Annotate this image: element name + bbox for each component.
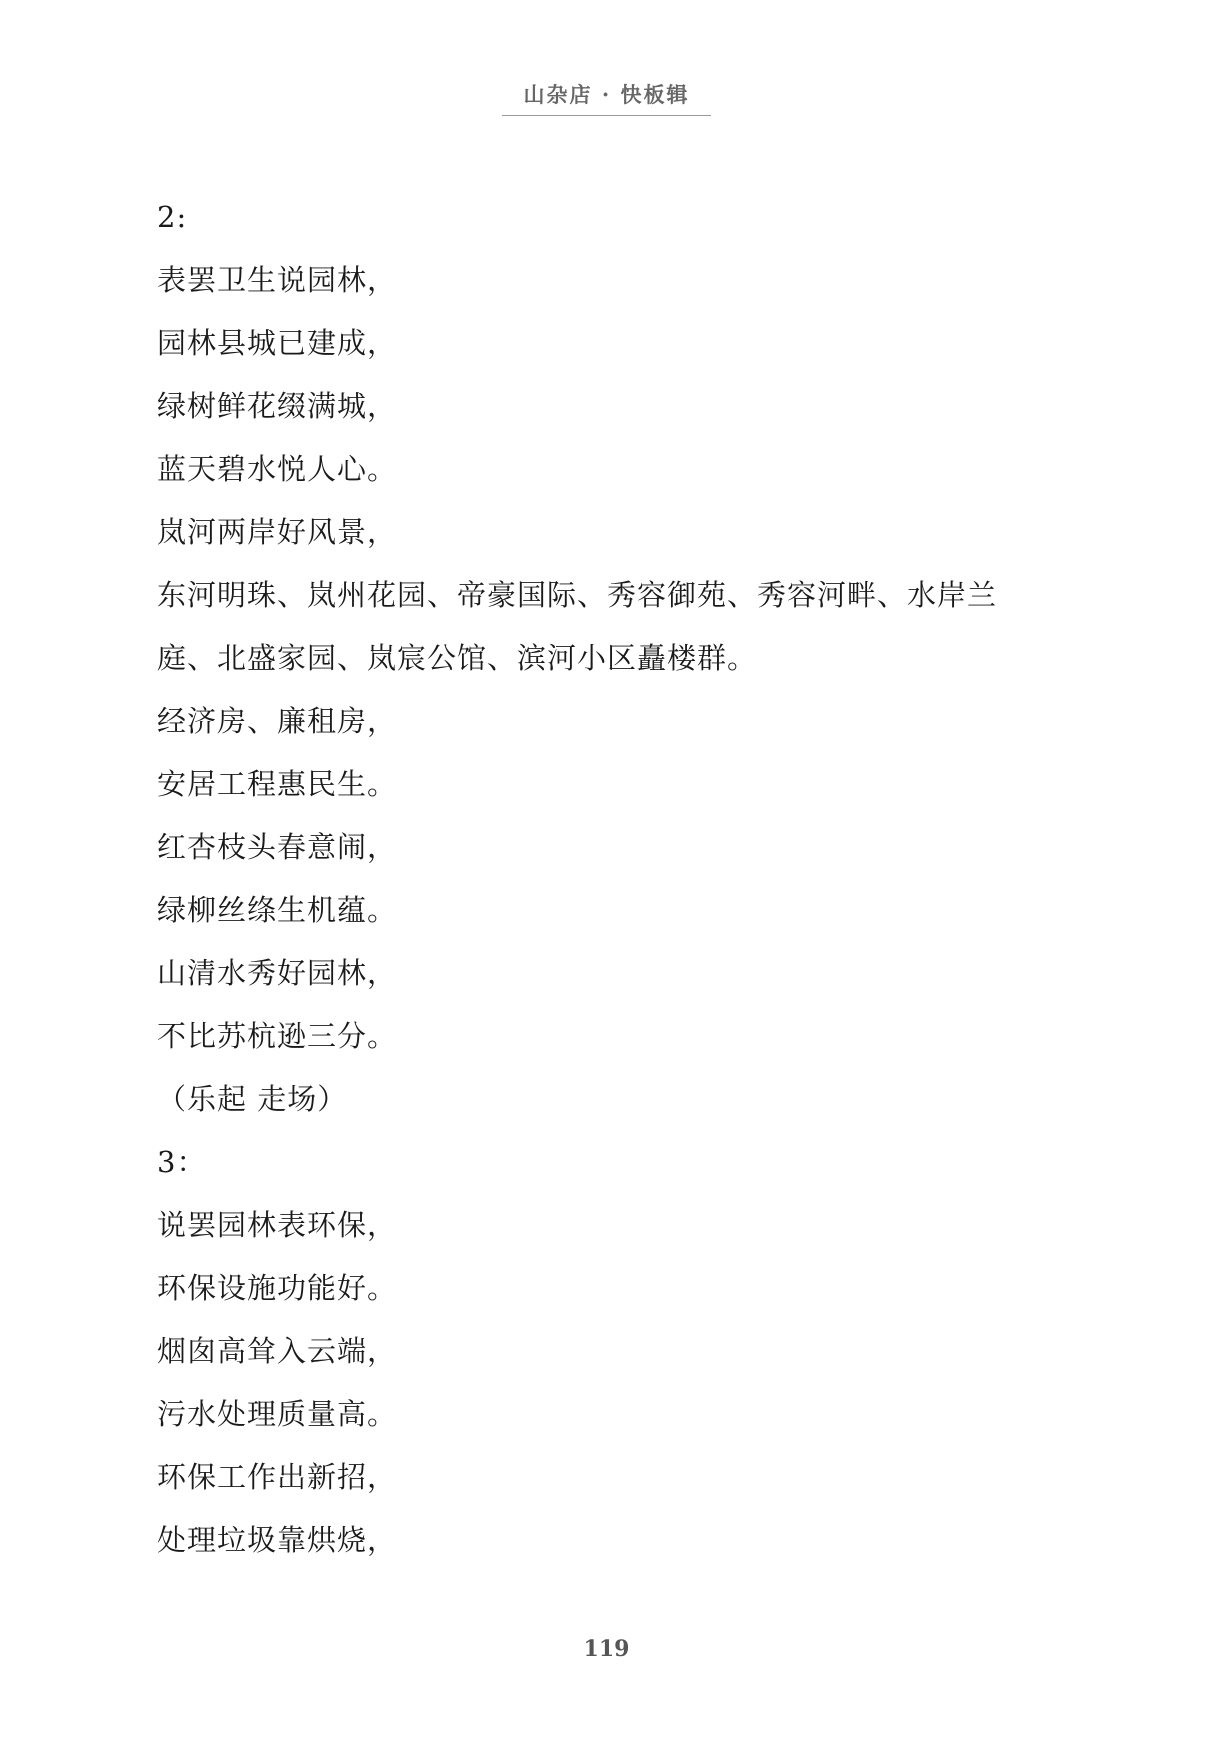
header-title: 山杂店 · 快板辑: [502, 82, 712, 116]
text-line: 环保工作出新招，: [157, 1460, 398, 1494]
stage-direction: （乐起 走场）: [157, 1082, 348, 1116]
text-line: 烟囱高耸入云端，: [157, 1334, 398, 1368]
text-line: 绿柳丝绦生机蕴。: [157, 893, 398, 927]
running-header: [0, 82, 1213, 116]
text-line: 蓝天碧水悦人心。: [157, 452, 398, 486]
text-line: 安居工程惠民生。: [157, 767, 398, 801]
text-line: 东河明珠、岚州花园、帝豪国际、秀容御苑、秀容河畔、水岸兰: [157, 578, 998, 612]
text-line: 山清水秀好园林，: [157, 956, 398, 990]
body-text: [157, 186, 1057, 1572]
text-line: 处理垃圾靠烘烧，: [157, 1523, 398, 1557]
text-line: 说罢园林表环保，: [157, 1208, 398, 1242]
text-line: 庭、北盛家园、岚宸公馆、滨河小区矗楼群。: [157, 641, 758, 675]
text-line: 绿树鲜花缀满城，: [157, 389, 398, 423]
text-line: 污水处理质量高。: [157, 1397, 398, 1431]
text-line: 不比苏杭逊三分。: [157, 1019, 398, 1053]
text-line: 表罢卫生说园林，: [157, 263, 398, 297]
text-line: 2:: [157, 200, 188, 234]
text-line: 环保设施功能好。: [157, 1271, 398, 1305]
section-number: 3：: [157, 1145, 207, 1179]
text-line: 园林县城已建成，: [157, 326, 398, 360]
page-number: 119: [583, 1636, 630, 1662]
text-line: 红杏枝头春意闹，: [157, 830, 398, 864]
text-line: 岚河两岸好风景，: [157, 515, 398, 549]
text-line: 经济房、廉租房，: [157, 704, 398, 738]
